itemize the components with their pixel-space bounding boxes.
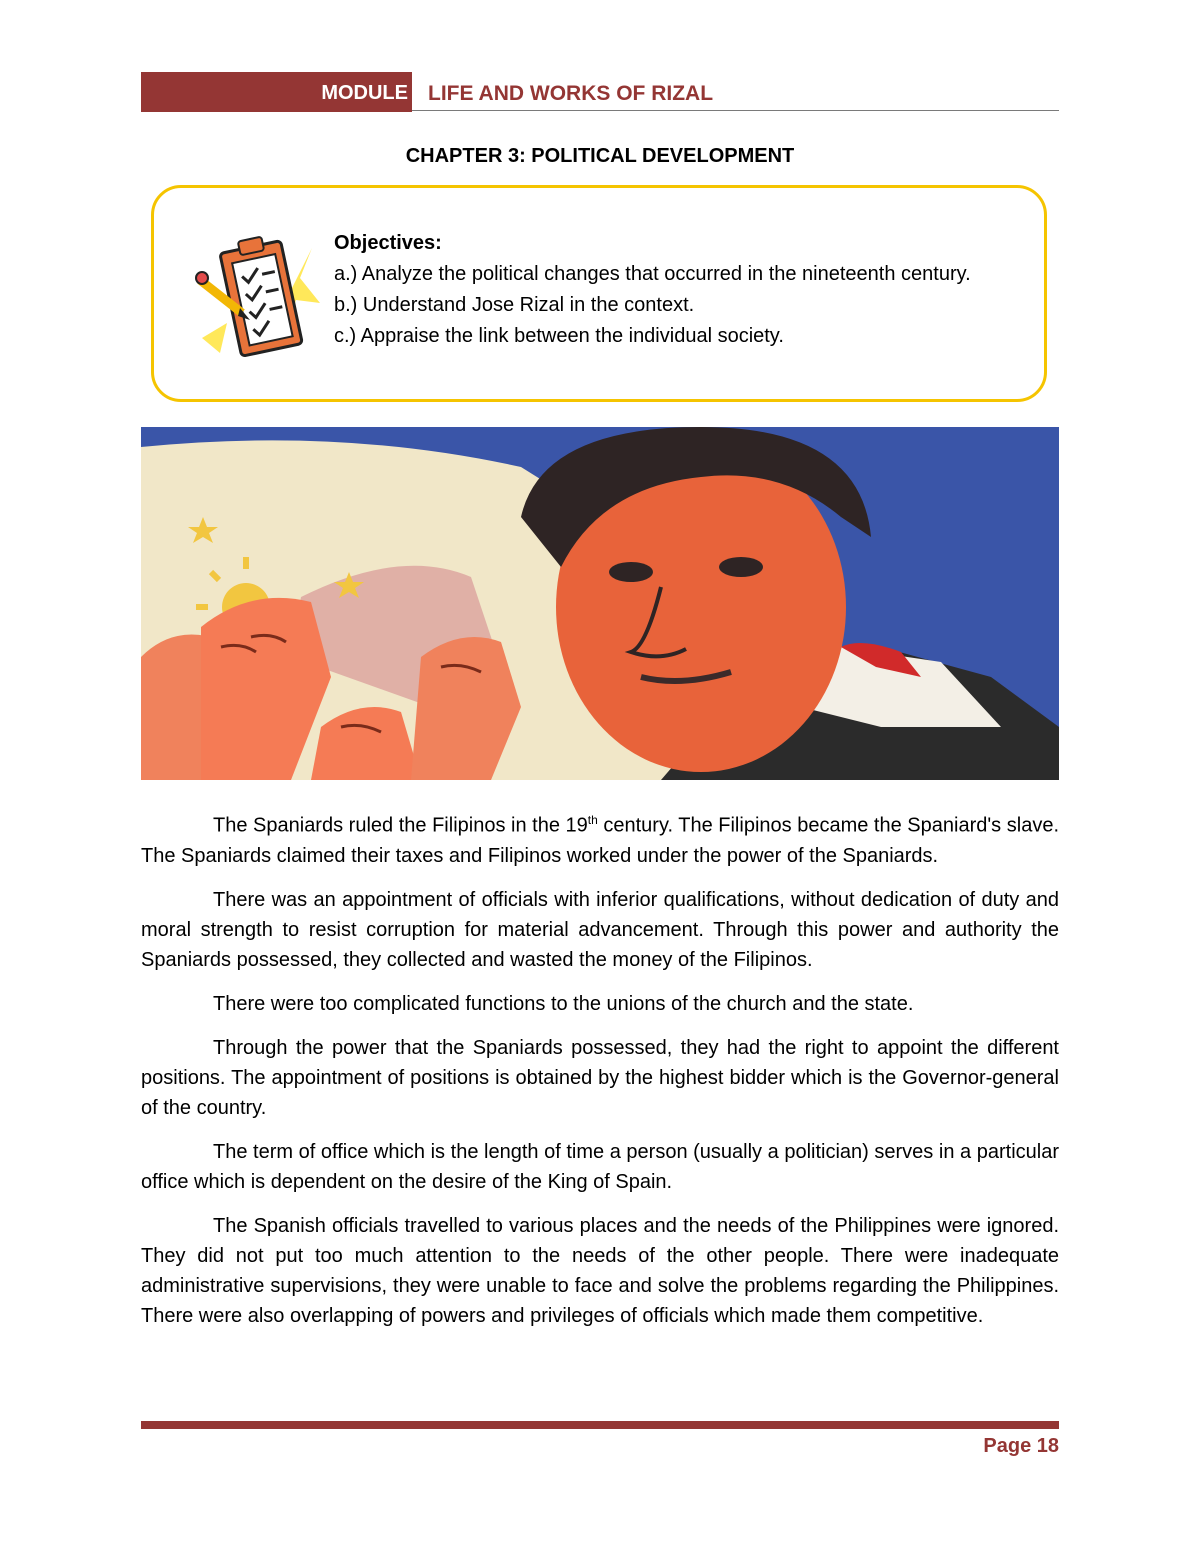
objectives-list: [334, 228, 1034, 352]
paragraph-6: The Spanish officials travelled to various places and the needs of the Philippines were ignored. They did not put too much attention to the needs of the other people. There were inadequate administrative supervisions, they were unable to face and solve the problems regarding the Philippines. There were also overlapping of powers and privileges of officials which made them competitive.: [141, 1214, 1059, 1327]
paragraph-2: There was an appointment of officials with inferior qualifications, without dedication of duty and moral strength to resist corruption for material advancement. Through this power and authority the Spaniards possessed, they collected and wasted the money of the Filipinos.: [141, 888, 1059, 971]
clipboard-checklist-icon: [192, 228, 322, 358]
module-label: MODULE: [321, 82, 408, 104]
footer-bar: [141, 1421, 1059, 1429]
paragraph-1-start: The Spaniards ruled the Filipinos in the 19: [213, 814, 588, 837]
paragraph-1: [141, 805, 1059, 871]
objective-item-c: c.) Appraise the link between the individual society.: [334, 325, 784, 347]
objective-item-b: b.) Understand Jose Rizal in the context.: [334, 294, 695, 316]
page-header: [141, 72, 1059, 112]
paragraph-5: The term of office which is the length of time a person (usually a politician) serves in a particular office which is dependent on the desire of the King of Spain.: [141, 1140, 1059, 1193]
objectives-label: Objectives:: [334, 232, 442, 254]
objective-item-a: a.) Analyze the political changes that occurred in the nineteenth century.: [334, 263, 971, 285]
header-rule: [412, 110, 1059, 111]
rizal-illustration: [141, 427, 1059, 780]
body-text: [141, 805, 1059, 1345]
module-title: LIFE AND WORKS OF RIZAL: [428, 82, 714, 105]
chapter-title: CHAPTER 3: POLITICAL DEVELOPMENT: [405, 145, 795, 167]
paragraph-3: There were too complicated functions to the unions of the church and the state.: [213, 992, 914, 1015]
page-number: Page 18: [983, 1435, 1059, 1457]
objectives-box: [151, 185, 1047, 402]
paragraph-1-superscript: th: [587, 813, 598, 827]
paragraph-4: Through the power that the Spaniards possessed, they had the right to appoint the different positions. The appointment of positions is obtained by the highest bidder which is the Governor-general of the country.: [141, 1036, 1059, 1119]
paragraph-1-end: century. The Filipinos became the Spaniard's slave. The Spaniards claimed their taxes and Filipinos worked under the power of the Spaniards.: [141, 814, 1059, 867]
module-tab: [141, 72, 412, 112]
